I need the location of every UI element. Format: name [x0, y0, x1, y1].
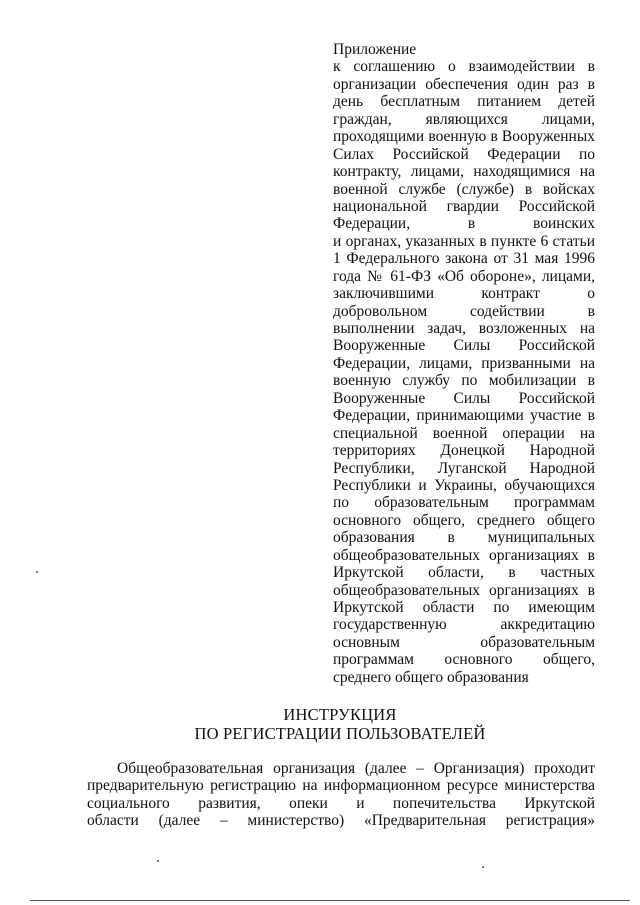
appendix-line: Вооруженные Силы Российской	[333, 389, 595, 407]
scan-speck	[36, 571, 38, 573]
appendix-line: 1 Федерального закона от 31 мая 1996	[333, 250, 595, 268]
appendix-line: Иркутской области, в частных	[333, 564, 595, 582]
appendix-line: основным образовательным	[333, 633, 595, 651]
page-edge-line	[30, 900, 630, 901]
appendix-line: и органах, указанных в пункте 6 статьи	[333, 232, 595, 250]
title-line: ПО РЕГИСТРАЦИИ ПОЛЬЗОВАТЕЛЕЙ	[194, 724, 486, 743]
appendix-line: программам основного общего,	[333, 651, 595, 669]
appendix-line: года № 61-ФЗ «Об обороне», лицами,	[333, 267, 595, 285]
appendix-line: Федерации, в воинских	[333, 215, 595, 233]
appendix-block	[333, 41, 595, 686]
appendix-line: военную службу по мобилизации в	[333, 372, 595, 390]
appendix-line: контракту, лицами, находящимися на	[333, 163, 595, 181]
appendix-line: по образовательным программам	[333, 494, 595, 512]
appendix-line: основного общего, среднего общего	[333, 511, 595, 529]
appendix-line: Иркутской области по имеющим	[333, 599, 595, 616]
appendix-line: организации обеспечения один раз в	[333, 75, 595, 93]
appendix-line: добровольном содействии в	[333, 302, 595, 320]
body-line: Общеобразовательная организация (далее – Организация) проходит	[117, 760, 595, 777]
appendix-line: образования в муниципальных	[333, 529, 595, 547]
body-line: социального развития, опеки и попечительства Иркутской	[87, 794, 595, 812]
appendix-line: Силах Российской Федерации по	[333, 145, 595, 163]
appendix-line: Федерации, лицами, призванными на	[333, 354, 595, 372]
body-line: предварительную регистрацию на информационном ресурсе министерства	[87, 777, 595, 795]
appendix-line: Республики и Украины, обучающихся	[333, 476, 595, 494]
appendix-line: специальной военной операции на	[333, 424, 595, 442]
body-line: области (далее – министерство) «Предварительная регистрация»	[87, 812, 595, 830]
appendix-line: граждан, являющихся лицами,	[333, 110, 595, 128]
appendix-line: день бесплатным питанием детей	[333, 93, 595, 111]
appendix-line: заключившими контракт о	[333, 285, 595, 303]
body-paragraph	[87, 760, 595, 830]
appendix-line: к соглашению о взаимодействии в	[333, 58, 595, 76]
appendix-line: военной службе (службе) в войсках	[333, 180, 595, 198]
appendix-line: территориях Донецкой Народной	[333, 442, 595, 460]
scan-speck	[482, 866, 484, 868]
appendix-line: Республики, Луганской Народной	[333, 459, 595, 477]
appendix-line: государственную аккредитацию	[333, 616, 595, 634]
scan-speck	[157, 860, 159, 862]
appendix-line: общеобразовательных организациях в	[333, 581, 595, 599]
appendix-line: национальной гвардии Российской	[333, 197, 595, 215]
appendix-label: Приложение	[333, 41, 417, 58]
appendix-line: Федерации, принимающими участие в	[333, 407, 595, 425]
document-title	[150, 705, 530, 743]
appendix-line: Вооруженные Силы Российской	[333, 337, 595, 355]
appendix-line: выполнении задач, возложенных на	[333, 320, 595, 337]
title-line: ИНСТРУКЦИЯ	[283, 705, 397, 724]
appendix-line: среднего общего образования	[333, 668, 529, 686]
appendix-line: общеобразовательных организациях в	[333, 546, 595, 564]
appendix-line: проходящими военную в Вооруженных	[333, 128, 595, 146]
